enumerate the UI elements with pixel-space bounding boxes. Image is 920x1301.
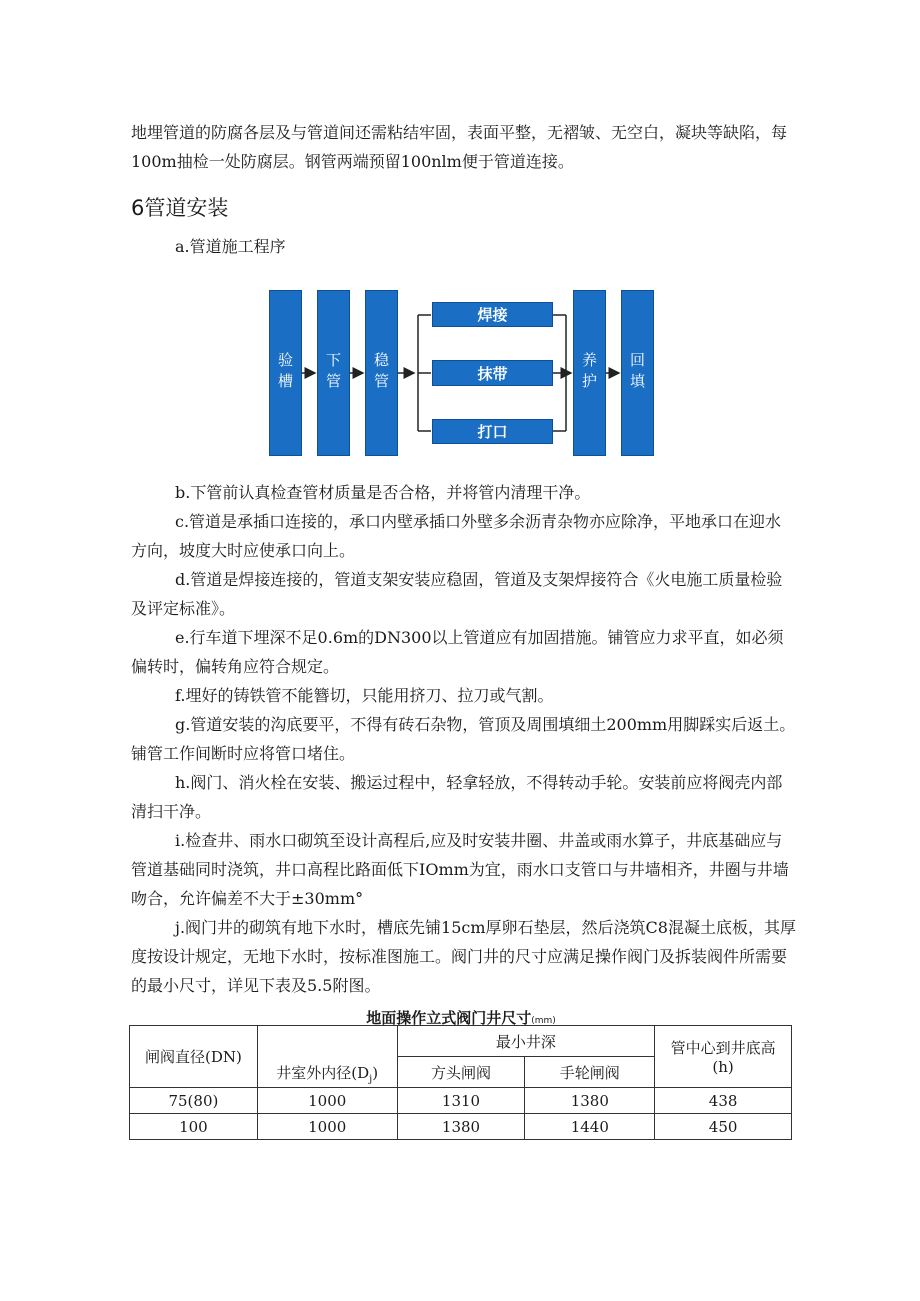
section-heading: 6管道安装 xyxy=(131,196,229,220)
item-j: j.阀门井的砌筑有地下水时，槽底先铺15cm厚卵石垫层，然后浇筑C8混凝土底板，其厚度按设计规定，无地下水时，按标准图施工。阀门井的尺寸应满足操作阀门及拆装阀件所需要的最小尺寸，详见下表及5.5附图。 xyxy=(131,918,796,995)
item-a: a.管道施工程序 xyxy=(175,237,286,256)
flow-box-backfill: 回填 xyxy=(621,290,654,456)
paragraph-anticorrosion: 地埋管道的防腐各层及与管道间还需粘结牢固，表面平整，无褶皱、无空白，凝块等缺陷，每100m抽检一处防腐层。钢管两端预留100nlm便于管道连接。 xyxy=(131,123,788,171)
flow-branch-caulking: 打口 xyxy=(432,419,553,444)
item-c: c.管道是承插口连接的，承口内壁承插口外壁多余沥青杂物亦应除净，平地承口在迎水方向，坡度大时应使承口向上。 xyxy=(131,512,782,560)
cell: 1380 xyxy=(525,1088,655,1114)
flow-branch-banding: 抹带 xyxy=(432,360,553,386)
cell: 438 xyxy=(655,1088,792,1114)
header-gate-diameter: 闸阀直径(DN) xyxy=(130,1026,258,1088)
flow-box-inspect-trench: 验槽 xyxy=(269,290,302,456)
item-i: i.检查井、雨水口砌筑至设计高程后,应及时安装井圈、井盖或雨水算子，井底基础应与管道基础同时浇筑，井口高程比路面低下IOmm为宜，雨水口支管口与井墙相齐，井圈与井墙吻合，允许偏差不大于±30mm° xyxy=(131,831,789,908)
cell: 75(80) xyxy=(130,1088,258,1114)
table-row xyxy=(130,1114,792,1140)
item-d: d.管道是焊接连接的，管道支架安装应稳固，管道及支架焊接符合《火电施工质量检验及评定标准》。 xyxy=(131,570,783,618)
cell: 450 xyxy=(655,1114,792,1140)
cell: 100 xyxy=(130,1114,258,1140)
flow-box-curing: 养护 xyxy=(573,290,606,456)
flow-box-lower-pipe: 下管 xyxy=(317,290,350,456)
item-g: g.管道安装的沟底要平，不得有砖石杂物，管顶及周围填细土200mm用脚踩实后返土。铺管工作间断时应将管口堵住。 xyxy=(131,715,796,763)
flow-branch-welding: 焊接 xyxy=(432,302,553,327)
valve-well-table xyxy=(129,1025,792,1140)
header-wheel-gate: 手轮闸阀 xyxy=(525,1057,655,1088)
flow-connectors xyxy=(0,0,920,460)
item-f: f.埋好的铸铁管不能簪切，只能用挤刀、拉刀或气割。 xyxy=(175,686,554,705)
cell: 1310 xyxy=(397,1088,525,1114)
header-min-depth: 最小井深 xyxy=(397,1026,655,1057)
header-center-height: 管中心到井底高 (h) xyxy=(655,1026,792,1088)
table-row xyxy=(130,1088,792,1114)
flow-box-stabilize-pipe: 稳管 xyxy=(365,290,398,456)
item-h: h.阀门、消火栓在安装、搬运过程中，轻拿轻放，不得转动手轮。安装前应将阀壳内部清扫干净。 xyxy=(131,773,783,821)
header-well-diameter: 井室外内径$(D_j)$ xyxy=(257,1026,397,1088)
header-square-gate: 方头闸阀 xyxy=(397,1057,525,1088)
cell: 1380 xyxy=(397,1114,525,1140)
cell: 1000 xyxy=(257,1114,397,1140)
item-e: e.行车道下埋深不足0.6m的DN300以上管道应有加固措施。铺管应力求平直，如必须偏转时，偏转角应符合规定。 xyxy=(131,628,784,676)
table-caption: 地面操作立式阀门井尺寸(mm) xyxy=(366,1009,556,1027)
cell: 1000 xyxy=(257,1088,397,1114)
item-b: b.下管前认真检查管材质量是否合格，并将管内清理干净。 xyxy=(175,483,591,502)
cell: 1440 xyxy=(525,1114,655,1140)
